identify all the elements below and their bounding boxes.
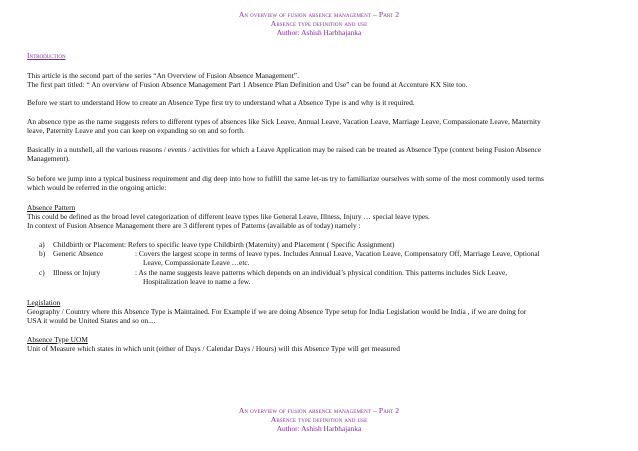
intro-p1: This article is the second part of the series “An Overview of Fusion Absence Management”. bbox=[27, 71, 299, 80]
intro-p4-line2: leave, Paternity Leave and you can keep on expanding so on and so forth. bbox=[27, 126, 245, 136]
list-desc: : As the name suggests leave patterns which depends on an individual’s physical condition. This patterns includes Sick Leave, bbox=[135, 267, 508, 277]
absence-pattern-line1: This could be defined as the broad level categorization of different leave types like General Leave, Illness, Injury … special leave types. bbox=[27, 212, 430, 222]
intro-p6-line1: So before we jump into a typical business requirement and dig deep into how to fulfill the same let-us try to familiarize ourselves with some of the most commonly used terms bbox=[27, 174, 544, 183]
intro-p4-wrap bbox=[27, 117, 617, 135]
intro-p4-line1: An absence type as the name suggests refers to different types of absences like Sick Leave, Annual Leave, Vacation Leave, Marriage Leave, Compassionate Leave, Maternity bbox=[27, 117, 541, 126]
header-title: An overview of fusion absence management – Part 2 bbox=[238, 10, 400, 19]
intro-heading: Introduction bbox=[27, 51, 66, 60]
legislation-line2: USA it would be United States and so on.... bbox=[27, 316, 156, 326]
footer-title: An overview of fusion absence management – Part 2 bbox=[238, 406, 400, 415]
list-desc-cont: Hospitalization leave to name a few. bbox=[143, 276, 251, 286]
list-text: Childbirth or Placement: Refers to specific leave type Childbirth (Maternity) and Placement ( Specific Assignment) bbox=[53, 240, 395, 249]
uom-line1: Unit of Measure which states in which unit (either of Days / Calendar Days / Hours) will this Absence Type will get measured bbox=[27, 344, 400, 354]
list-key: Generic Absence bbox=[53, 249, 104, 259]
list-key: Illness or Injury bbox=[53, 267, 101, 277]
absence-pattern-heading: Absence Pattern bbox=[27, 203, 76, 212]
page-footer bbox=[0, 406, 638, 434]
footer-author: Author: Ashish Harbhajanka bbox=[276, 424, 362, 434]
absence-pattern-section bbox=[27, 203, 617, 231]
page-header bbox=[0, 10, 638, 38]
intro-p6-line2: which would be referred in the ongoing article: bbox=[27, 183, 167, 193]
intro-p3-wrap bbox=[27, 98, 617, 107]
intro-p6-wrap bbox=[27, 174, 617, 192]
legislation-section bbox=[27, 298, 617, 326]
list-marker: c) bbox=[39, 267, 45, 277]
legislation-heading: Legislation bbox=[27, 298, 61, 307]
uom-heading: Absence Type UOM bbox=[27, 335, 88, 344]
intro-p2: The first part titled: “ An overview of Fusion Absence Management Part 1 Absence Plan Definition and Use” can be found at Accenture KX Site too. bbox=[27, 80, 468, 90]
intro-section bbox=[27, 71, 617, 89]
header-author: Author: Ashish Harbhajanka bbox=[276, 28, 362, 38]
list-marker: b) bbox=[39, 249, 46, 259]
absence-pattern-line2: In context of Fusion Absence Management there are 3 different types of Patterns (available as of today) namely : bbox=[27, 221, 361, 231]
legislation-line1: Geography / Country where this Absence Type is Maintained. For Example if we are doing Absence Type setup for India Legislation would be India , if we are doing for bbox=[27, 307, 527, 317]
list-desc: : Covers the largest scope in terms of leave types. Includes Annual Leave, Vacation Leave, Compensatory Off, Marriage Leave, Optional bbox=[135, 249, 540, 259]
uom-section bbox=[27, 335, 617, 353]
list-desc-cont: Leave, Compassionate Leave …etc. bbox=[143, 258, 250, 268]
header-subtitle: Absence type definition and use bbox=[270, 19, 368, 29]
intro-p5-wrap bbox=[27, 145, 617, 163]
intro-p5-line2: Management). bbox=[27, 154, 70, 164]
list-marker: a) bbox=[39, 240, 45, 249]
intro-p5-line1: Basically in a nutshell, all the various reasons / events / activities for which a Leave Application may be raised can be treated as Absence Type (context being Fusion Absence bbox=[27, 145, 542, 154]
footer-subtitle: Absence type definition and use bbox=[270, 415, 368, 425]
intro-p3: Before we start to understand How to create an Absence Type first try to understand what a Absence Type is and why is it required. bbox=[27, 98, 415, 107]
